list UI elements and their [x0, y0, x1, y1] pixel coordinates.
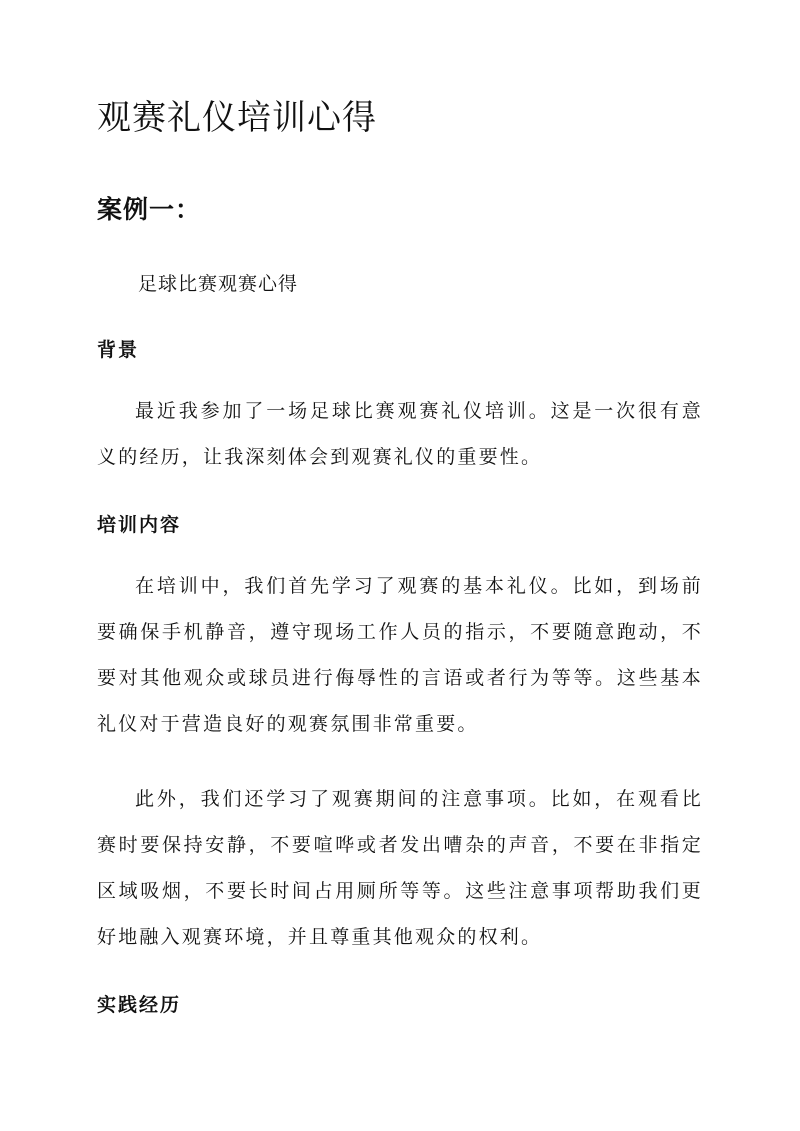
section-heading-background: 背景	[97, 339, 140, 361]
paragraph-training-notes: 此外，我们还学习了观赛期间的注意事项。比如，在观看比赛时要保持安静，不要喧哗或者发出嘈杂的声音，不要在非指定区域吸烟，不要长时间占用厕所等等。这些注意事项帮助我们更好地融入观赛环境，并且尊重其他观众的权利。	[97, 788, 703, 948]
paragraph-training-basics: 在培训中，我们首先学习了观赛的基本礼仪。比如，到场前要确保手机静音，遵守现场工作人员的指示，不要随意跑动，不要对其他观众或球员进行侮辱性的言语或者行为等等。这些基本礼仪对于营造良好的观赛氛围非常重要。	[97, 575, 703, 735]
case-subtitle: 足球比赛观赛心得	[138, 273, 299, 295]
section-heading-practice: 实践经历	[97, 994, 182, 1016]
case-label: 案例一：	[97, 195, 202, 224]
paragraph-background: 最近我参加了一场足球比赛观赛礼仪培训。这是一次很有意义的经历，让我深刻体会到观赛礼仪的重要性。	[97, 400, 703, 468]
section-heading-training-content: 培训内容	[97, 514, 182, 536]
document-title: 观赛礼仪培训心得	[97, 98, 377, 138]
